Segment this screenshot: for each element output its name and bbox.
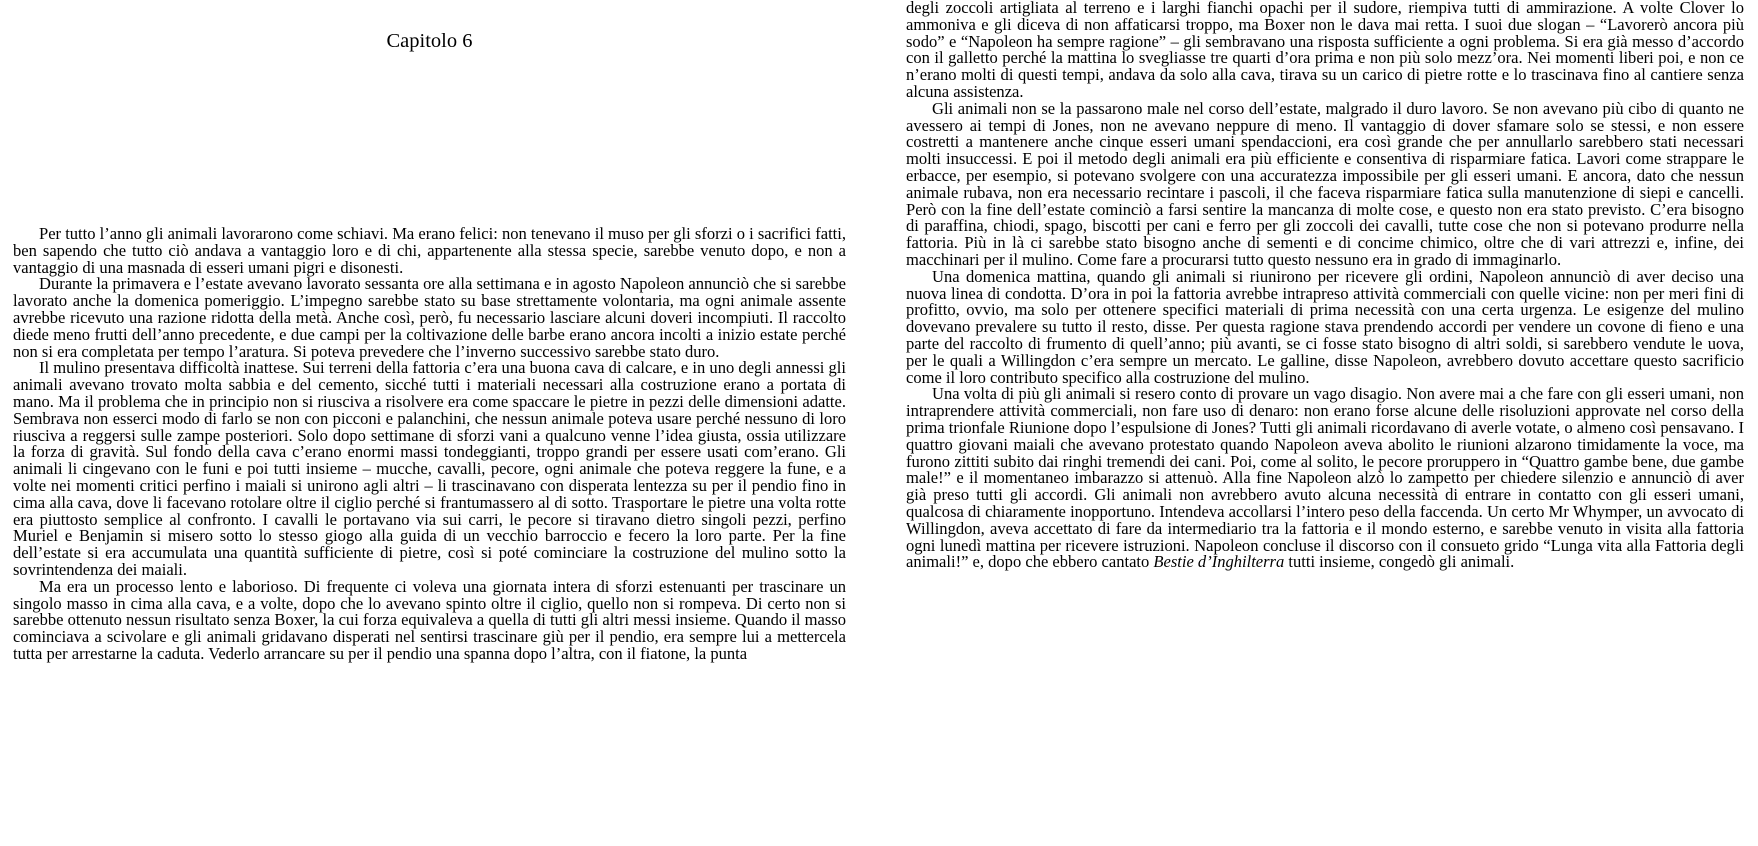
left-page — [13, 0, 846, 846]
paragraph-text: Una volta di più gli animali si resero conto di provare un vago disagio. Non avere mai a che fare con gli esseri umani, non intraprendere attività commerciali, non fare uso di denaro: non erano forse alcune delle risoluzioni approvate nel corso della prima trionfale Riunione dopo l’espulsione di Jones? Tutti gli animali ricordavano di averle votate, o almeno così pensavano. I quattro giovani maiali che avevano protestato quando Napoleon aveva abolito le riunioni alzarono timidamente la voce, ma furono zittiti subito dai ringhi tremendi dei cani. Poi, come al solito, le pecore proruppero in “Quattro gambe bene, due gambe male!” e il momentaneo imbarazzo si attenuò. Alla fine Napoleon alzò lo zampetto per chiedere silenzio e annunciò di aver già preso tutti gli accordi. Gli animali non avrebbero avuto alcuna necessità di entrare in contatto con gli esseri umani, qualcosa di chiaramente inopportuno. Intendeva accollarsi l’intero peso della faccenda. Un certo Mr Whymper, un avvocato di Willingdon, aveva accettato di fare da intermediario tra la fattoria e il mondo esterno, e sarebbe venuto in visita alla fattoria ogni lunedì mattina per ricevere istruzioni. Napoleon concluse il discorso con il consueto grido “Lunga vita alla Fattoria degli animali!” e, dopo che ebbero cantato — [906, 384, 1744, 572]
paragraph-final — [906, 386, 1744, 571]
song-title: Bestie d’Inghilterra — [1153, 552, 1285, 572]
chapter-title: Capitolo 6 — [386, 30, 473, 52]
paragraph: Il mulino presentava difficoltà inattese. Sui terreni della fattoria c’era una buona cava di calcare, e in uno degli annessi gli animali avevano trovato molta sabbia e del cemento, sicché tutti i materiali necessari alla costruzione erano a portata di mano. Ma il problema che in principio non si riusciva a risolvere era come spaccare le pietre in pezzi delle dimensioni adatte. Sembrava non esserci modo di farlo se non con picconi e palanchini, che nessun animale poteva usare perché nessuno di loro riusciva a reggersi sulle zampe posteriori. Solo dopo settimane di sforzi vani a qualcuno venne l’idea giusta, ossia utilizzare la forza di gravità. Sul fondo della cava c’erano enormi massi tondeggianti, troppo grandi per essere usati com’erano. Gli animali li cingevano con le funi e poi tutti insieme – mucche, cavalli, pecore, ogni animale che poteva reggere la fune, e a volte nei momenti critici perfino i maiali si unirono agli altri – li trascinavano con disperata lentezza su per il pendio fino in cima alla cava, dove li facevano rotolare oltre il ciglio perché si frantumassero al di sotto. Trasportare le pietre una volta rotte era piuttosto semplice al confronto. I cavalli le portavano via sui carri, le pecore si tiravano dietro singoli pezzi, perfino Muriel e Benjamin si misero sotto lo stesso giogo alla guida di un vecchio barroccio e fecero la loro parte. Per la fine dell’estate si era accumulata una quantità sufficiente di pietre, così si poté cominciare la costruzione del mulino sotto la sovrintendenza dei maiali. — [13, 358, 846, 579]
paragraph-text: tutti insieme, congedò gli animali. — [1284, 552, 1515, 572]
paragraph: Gli animali non se la passarono male nel corso dell’estate, malgrado il duro lavoro. Se non avevano più cibo di quanto ne avessero ai tempi di Jones, non ne avevano neppure di meno. Il vantaggio di dover sfamare solo se stessi, e non essere costretti a mantenere anche cinque esseri umani spendaccioni, era così grande che per annullarlo sarebbero stati necessari molti insuccessi. E poi il metodo degli animali era più efficiente e consentiva di risparmiare fatica. Lavori come strappare le erbacce, per esempio, si potevano svolgere con una accuratezza impossibile per gli esseri umani. E ancora, dato che nessun animale rubava, non era necessario recintare i pascoli, il che faceva risparmiare fatica sulla manutenzione di siepi e cancelli. Però con la fine dell’estate cominciò a farsi sentire la mancanza di molte cose, e questo non era stato previsto. C’era bisogno di paraffina, chiodi, spago, biscotti per cani e ferro per gli zoccoli dei cavalli, tutte cose che non si potevano produrre nella fattoria. Più in là ci sarebbe stato bisogno anche di sementi e di concime chimico, oltre che di vari attrezzi e, infine, dei macchinari per il mulino. Come fare a procurarsi tutto questo nessuno era in grado di immaginarlo. — [906, 98, 1744, 269]
right-page — [906, 0, 1744, 846]
paragraph-continuation: degli zoccoli artigliata al terreno e i larghi fianchi opachi per il sudore, riempiva tutti di ammirazione. A volte Clover lo ammoniva e gli diceva di non affaticarsi troppo, ma Boxer non le dava mai retta. I suoi due slogan – “Lavorerò ancora più sodo” e “Napoleon ha sempre ragione” – gli sembravano una risposta sufficiente a ogni problema. Si era già messo d’accordo con il galletto perché la mattina lo svegliasse tre quarti d’ora prima e non più solo mezz’ora. Nei momenti liberi poi, e non ce n’erano molti di questi tempi, andava da solo alla cava, tirava su un carico di pietre rotte e lo trascinava fino al cantiere senza alcuna assistenza. — [906, 0, 1744, 101]
paragraph: Per tutto l’anno gli animali lavorarono come schiavi. Ma erano felici: non tenevano il muso per gli sforzi o i sacrifici fatti, ben sapendo che tutto ciò andava a vantaggio loro e di chi, appartenente alla stessa specie, sarebbe venuto dopo, e non a vantaggio di una masnada di esseri umani pigri e disonesti. — [13, 224, 846, 277]
paragraph: Ma era un processo lento e laborioso. Di frequente ci voleva una giornata intera di sforzi estenuanti per trascinare un singolo masso in cima alla cava, e a volte, dopo che lo avevano spinto oltre il ciglio, quello non si rompeva. Di certo non si sarebbe ottenuto nessun risultato senza Boxer, la cui forza equivaleva a quella di tutti gli altri messi insieme. Quando il masso cominciava a scivolare e gli animali gridavano disperati nel sentirsi trascinare giù per il pendio, era sempre lui a mettercela tutta per arrestarne la caduta. Vederlo arrancare su per il pendio una spanna dopo l’altra, con il fiatone, la punta — [13, 576, 846, 663]
paragraph: Una domenica mattina, quando gli animali si riunirono per ricevere gli ordini, Napoleon annunciò di aver deciso una nuova linea di condotta. D’ora in poi la fattoria avrebbe intrapreso attività commerciali con quelle vicine: non per meri fini di profitto, ovvio, ma solo per ottenere specifici materiali di prima necessità con una certa urgenza. Le esigenze del mulino dovevano prevalere su tutto il resto, disse. Per questa ragione stava prendendo accordi per vendere un covone di fieno e una parte del raccolto di frumento di quell’anno; più avanti, se ci fosse stato bisogno di altri soldi, si sarebbero vendute le uova, per le quali a Willingdon c’era sempre un mercato. Le galline, disse Napoleon, avrebbero dovuto accettare questo sacrificio come il loro contributo specifico alla costruzione del mulino. — [906, 266, 1744, 387]
paragraph: Durante la primavera e l’estate avevano lavorato sessanta ore alla settimana e in agosto Napoleon annunciò che si sarebbe lavorato anche la domenica pomeriggio. L’impegno sarebbe stato su base strettamente volontaria, ma ogni animale assente avrebbe ricevuto una razione ridotta della metà. Anche così, però, fu necessario lasciare alcuni doveri incompiuti. Il raccolto diede meno frutti dell’anno precedente, e due campi per la coltivazione delle barbe erano ancora incolti a inizio estate perché non si era completata per tempo l’aratura. Si poteva prevedere che l’inverno successivo sarebbe stato duro. — [13, 274, 846, 361]
